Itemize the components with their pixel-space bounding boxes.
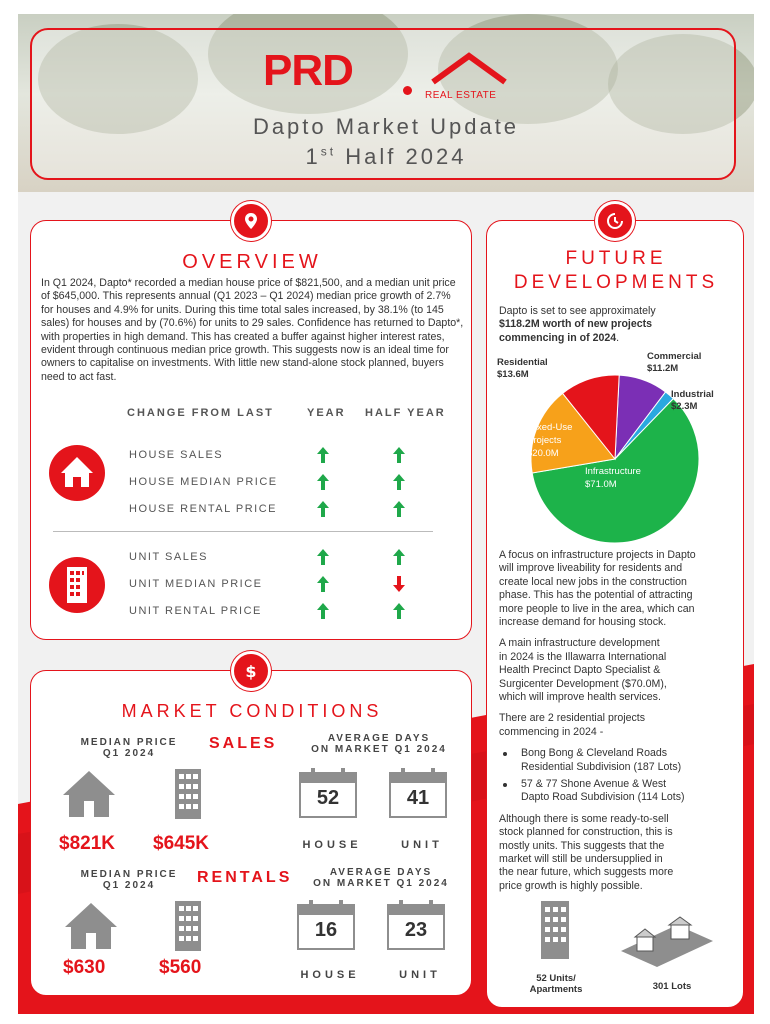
future-intro: Dapto is set to see approximately $118.2M worth of new projects commencing in of 2024. — [499, 305, 656, 344]
sales-house-price: $821K — [59, 833, 115, 854]
col-half-year: HALF YEAR — [365, 407, 446, 419]
sales-unit-price: $645K — [153, 833, 209, 854]
future-text-line: the near future, which suggests more — [499, 866, 674, 879]
arrow-up-icon — [393, 549, 405, 565]
market-title: MARKET CONDITIONS — [121, 701, 383, 721]
future-text-line: A focus on infrastructure projects in Dapto — [499, 549, 696, 561]
unit-row-label: UNIT SALES — [129, 551, 208, 563]
label-mixed-use: Mixed-Use Projects $20.0M — [527, 422, 573, 459]
future-text-line: A main infrastructure development — [499, 637, 660, 650]
avg-days-label: AVERAGE DAYS ON MARKET Q1 2024 — [311, 733, 447, 755]
arrow-down-icon — [393, 576, 405, 592]
logo-subtitle: REAL ESTATE — [425, 90, 497, 101]
arrow-up-icon — [393, 603, 405, 619]
house-row-label: HOUSE RENTAL PRICE — [129, 503, 278, 515]
arrow-up-icon — [317, 447, 329, 463]
future-text-line: commencing in 2024 - — [499, 725, 604, 738]
unit-caption: UNIT — [401, 839, 443, 851]
calendar-icon — [389, 767, 447, 819]
house-row-label: HOUSE MEDIAN PRICE — [129, 476, 278, 488]
unit-rent-icon — [171, 899, 205, 953]
future-text-line: increase demand for housing stock. — [499, 616, 667, 628]
future-text-line: which will improve health services. — [499, 691, 661, 703]
future-text-line: create local new jobs in the construction — [499, 575, 687, 588]
arrow-up-icon — [393, 447, 405, 463]
market-card — [30, 662, 472, 996]
house-price-icon — [59, 767, 119, 821]
house-row-label: HOUSE SALES — [129, 449, 224, 461]
map-pin-icon — [231, 201, 271, 241]
median-price-label: MEDIAN PRICE Q1 2024 — [80, 737, 178, 759]
unit-row-label: UNIT MEDIAN PRICE — [129, 578, 263, 590]
bullet-line: 57 & 77 Shone Avenue & West — [521, 778, 667, 790]
overview-title: OVERVIEW — [182, 251, 322, 273]
unit-price-icon — [171, 767, 205, 821]
arrow-up-icon — [393, 501, 405, 517]
sales-label: SALES — [209, 735, 278, 752]
arrow-up-icon — [317, 474, 329, 490]
future-text-line: Surgicenter Development ($70.0M), — [499, 677, 667, 690]
roof-icon — [429, 52, 509, 86]
arrow-up-icon — [393, 474, 405, 490]
svg-text:$: $ — [245, 662, 257, 680]
page — [18, 14, 754, 1014]
house-caption: HOUSE — [300, 969, 360, 981]
future-text-line: more people to live in the area, which can — [499, 602, 695, 615]
clock-icon — [595, 201, 635, 241]
bullet-line: Residential Subdivision (187 Lots) — [521, 760, 682, 773]
rentals-label: RENTALS — [197, 869, 293, 886]
page-subtitle: 1st Half 2024 — [305, 144, 467, 169]
future-text-line: will improve liveability for residents and — [499, 562, 683, 575]
bullet-line: Bong Bong & Cleveland Roads — [521, 747, 668, 760]
future-card — [486, 220, 744, 1008]
future-text-line: mostly units. This suggests that the — [499, 839, 665, 852]
future-text-line: stock planned for construction, this is — [499, 826, 673, 839]
apartment-icon — [535, 899, 575, 961]
logo-dot — [403, 86, 412, 95]
divider — [53, 531, 433, 532]
house-icon — [49, 445, 105, 501]
calendar-icon — [297, 899, 355, 951]
future-text-line: Health Precinct Dapto Specialist & — [499, 664, 661, 677]
label-commercial: Commercial $11.2M — [647, 351, 702, 374]
units-caption: 52 Units/ Apartments — [529, 973, 583, 995]
page-title: Dapto Market Update — [252, 114, 520, 139]
bullet-dot — [503, 752, 507, 756]
col-year: YEAR — [307, 407, 346, 419]
overview-paragraph: In Q1 2024, Dapto* recorded a median house price of $821,500, and a median unit price of $645,000. This represents annual (Q1 2023 – Q1 2024) median price growth of 2.7% for houses and 4.9% for units. During this time total sales increased, by 38.1% (to 145 sales) for houses and by (70.6%) for units to 29 sales. Confidence has returned to Dapto*, with properties in high demand. This has created a buffer against higher interest rates, evident through continuous median price growth. This suggests now is an ideal time for owners to capitalise on investments. With little new stand-alone stock planned, buyers need to act fast. — [41, 277, 464, 383]
future-text-line: market will still be undersupplied in — [499, 853, 663, 865]
rent-unit-days: 23 — [404, 919, 428, 941]
bullet-line: Dapto Road Subdivision (114 Lots) — [521, 791, 685, 804]
median-price-label: MEDIAN PRICE Q1 2024 — [80, 869, 178, 891]
dollar-icon — [231, 651, 271, 691]
label-industrial: Industrial $2.3M — [671, 389, 714, 412]
logo-text: PRD — [263, 46, 353, 95]
unit-caption: UNIT — [399, 969, 441, 981]
calendar-icon — [387, 899, 445, 951]
house-rent-icon — [61, 899, 121, 953]
arrow-up-icon — [317, 501, 329, 517]
future-text-line: price growth is highly possible. — [499, 879, 643, 892]
unit-row-label: UNIT RENTAL PRICE — [129, 605, 262, 617]
house-caption: HOUSE — [302, 839, 362, 851]
label-infrastructure: Infrastructure $71.0M — [585, 466, 641, 490]
bullet-dot — [503, 783, 507, 787]
overview-card — [30, 220, 472, 640]
future-text-line: Although there is some ready-to-sell — [499, 812, 669, 825]
calendar-icon — [299, 767, 357, 819]
future-title: FUTURE DEVELOPMENTS — [513, 248, 719, 293]
prd-logo — [263, 46, 513, 106]
sales-unit-days: 41 — [406, 787, 430, 809]
future-text-line: in 2024 is the Illawarra International — [499, 650, 667, 663]
arrow-up-icon — [317, 603, 329, 619]
sales-house-days: 52 — [316, 787, 340, 809]
rent-house-days: 16 — [314, 919, 338, 941]
arrow-up-icon — [317, 549, 329, 565]
rent-unit-price: $560 — [159, 957, 202, 978]
arrow-up-icon — [317, 576, 329, 592]
label-residential: Residential $13.6M — [497, 357, 548, 380]
avg-days-label: AVERAGE DAYS ON MARKET Q1 2024 — [313, 867, 449, 889]
building-icon — [49, 557, 105, 613]
land-lots-icon — [617, 911, 717, 967]
future-text-line: There are 2 residential projects — [499, 712, 646, 725]
change-header: CHANGE FROM LAST — [127, 407, 274, 419]
future-text-line: phase. This has the potential of attracting — [499, 589, 693, 602]
rent-house-price: $630 — [63, 957, 106, 978]
hero-banner — [18, 14, 754, 192]
lots-caption: 301 Lots — [652, 981, 692, 992]
